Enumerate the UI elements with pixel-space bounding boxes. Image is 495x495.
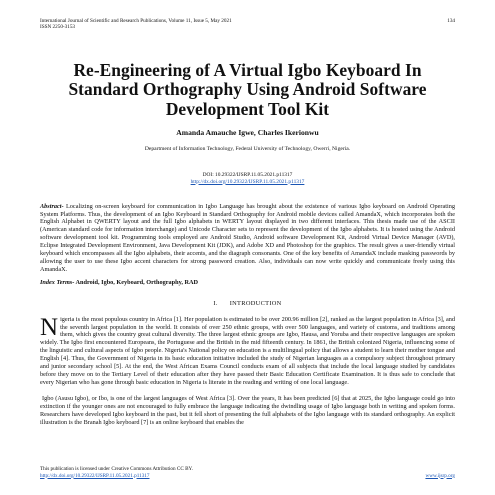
footer-doi-link[interactable]: http://dx.doi.org/10.29322/IJSRP.11.05.2021.p11317 <box>40 472 150 479</box>
index-terms-label: Index Terms- <box>40 278 75 286</box>
journal-website-link[interactable]: www.ijsrp.org <box>425 472 455 479</box>
author-affiliation: Department of Information Technology, Federal University of Technology, Owerri, Nigeria. <box>144 145 351 152</box>
section-title: INTRODUCTION <box>229 299 282 307</box>
paper-title: Re-Engineering of A Virtual Igbo Keyboard In Standard Orthography Using Android Software Development Tool Kit <box>68 59 427 119</box>
section-number: I. <box>213 299 218 307</box>
intro-paragraph-2: Igbo (Asusu Igbo), or Ibo, is one of the largest languages of West Africa [3]. Over the years, It has been predicted [6] that at 2025, the Igbo language could go into extinction if the younger ones are not encouraged to fully embrace the language indicating the dwindling usage of Igbo language both in writing and spoken forms. Researchers have developed Igbo keyboard in the past, but it fell short of presenting the full alphabets of the Igbo language with its standard orthography. An explicit illustration is the Branah Igbo keyboard [7] is an online keyboard that enables the <box>40 394 455 426</box>
abstract-label: Abstract- <box>40 202 64 210</box>
doi-link[interactable]: http://dx.doi.org/10.29322/IJSRP.11.05.2021.p11317 <box>190 178 305 185</box>
abstract-text: Localizing on-screen keyboard for communication in Igbo Language has brought about the existence of various Igbo keyboard on Android Operating System Platforms. Thus, the development of an Igbo Keyboard in Standard Orthography for Android mobile devices called AmandaX, which incorporates both the English Alphabet in QWERTY layout and the full Igbo alphabets in WERTY layout displayed in two different interfaces. This thesis made use of the ASCII (American standard code for information interchange) and Unicode Character sets to represent the development of the Igbo alphabets. It is hosted using the Android software development tool kit. Programming tools employed are Android Studio, Android software Development Kit, Android Virtual Device Manager (AVD), Eclipse Integrated Development Environment, Java Development Kit (JDK), and Adobe XD and Photoshop for the graphics. The result gives a user-friendly virtual keyboard which encompasses all the Igbo alphabets, their accents, and the diagraph consonants. One of the key benefits of AmandaX include masking passwords by allowing the user to use these Igbo accent characters for strong password creation. Also, individuals can now write quickly and communicate freely using this AmandaX. <box>40 202 455 273</box>
abstract <box>40 203 455 274</box>
paper-authors: Amanda Amauche Igwe, Charles Ikerionwu <box>176 127 319 137</box>
index-terms <box>40 279 455 287</box>
journal-name: International Journal of Scientific and Research Publications, Volume 11, Issue 5, May 2021 <box>40 18 232 24</box>
doi-label: DOI: 10.29322/IJSRP.11.05.2021.p11317 <box>202 171 293 178</box>
index-terms-keywords: Android, Igbo, Keyboard, Orthography, RAD <box>74 278 199 286</box>
journal-info <box>40 18 232 31</box>
drop-cap: N <box>40 313 59 341</box>
license-note: This publication is licensed under Creative Commons Attribution CC BY. <box>40 466 193 472</box>
page-number: 134 <box>447 18 455 24</box>
section-heading <box>40 300 455 307</box>
page-footer <box>40 466 455 479</box>
issn: ISSN 2250-3153 <box>40 24 76 31</box>
intro-paragraph-1 <box>40 313 455 387</box>
running-header <box>40 18 455 31</box>
intro-paragraph-1-text: igeria is the most populous country in Africa [1]. Her population is estimated to be over 200.96 million [2], ranked as the largest population in Africa [3], and the seventh largest population in the world. It consists of over 250 ethnic groups, with over 500 languages, and variety of customs, and traditions among them, which gives the country great cultural diversity. The three largest ethnic groups are Igbo, Hausa, and Yoruba and their respective languages are spoken widely. The Igbo first encountered Europeans, the Portuguese and the British in the mid fifteenth century. In 1861, the British colonized Nigeria, influencing some of the linguistic and cultural aspects of Igbo people. Nigeria's National policy on education is a multilingual policy that allows a student to learn their mother tongue and English [4]. Thus, the Government of Nigeria in its basic education initiative included the study of Nigerian languages as a compulsory subject throughout primary and junior secondary school [5]. At the end, the West African Exams Council conducts exam of all subjects that include the local language studied by candidates before they move on to the Tertiary Level of their education after they have passed their Basic Education Certificate Examination. It is thus safe to conclude that every Nigerian who has gone through basic education in Nigeria is literate in the reading and writing of one local language. <box>40 315 455 386</box>
doi-block <box>40 172 455 186</box>
